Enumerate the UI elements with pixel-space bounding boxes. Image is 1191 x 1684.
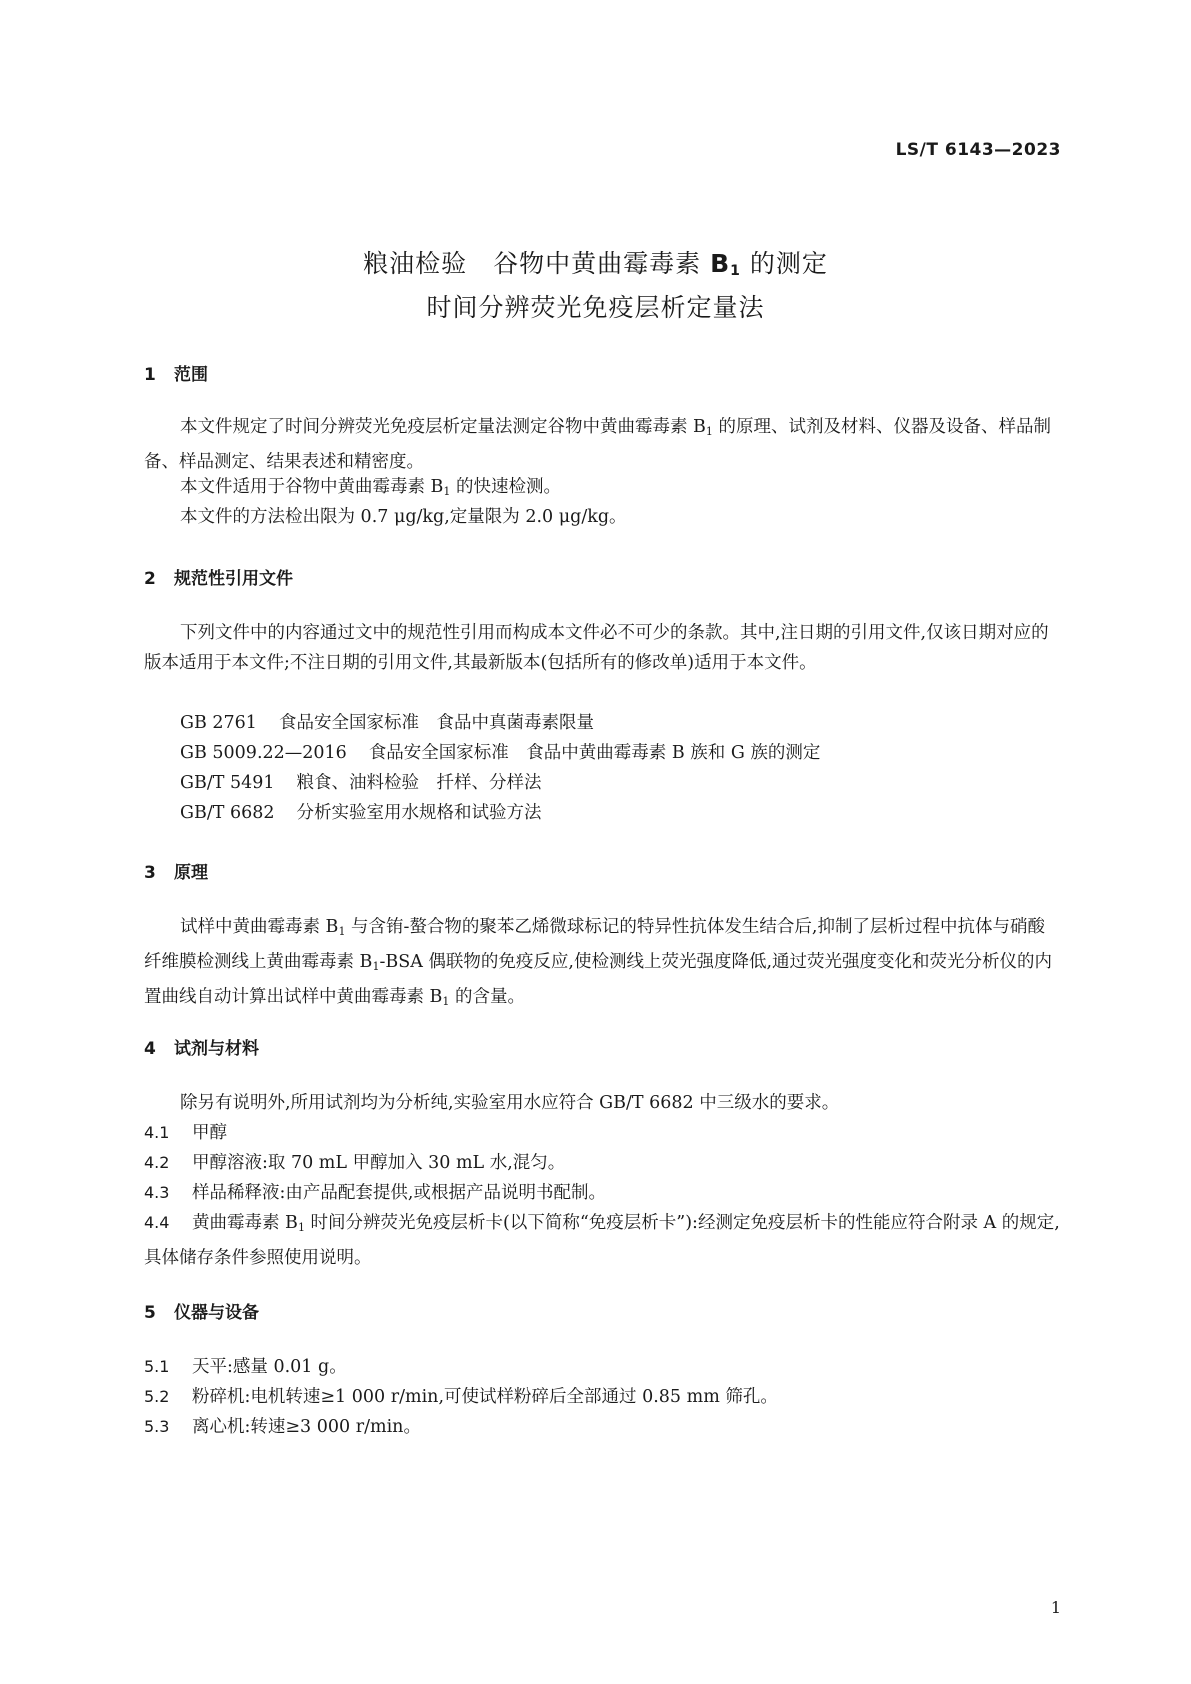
reagent-item: 4.1 甲醇	[144, 1123, 227, 1143]
section-1-heading: 1 范围	[144, 365, 208, 385]
reagent-item: 4.4 黄曲霉毒素 $B_1$ 时间分辨荧光免疫层析卡(以下简称“免疫层析卡”):经测定免疫层析卡的性能应符合附录 A 的规定,具体储存条件参照使用说明。	[144, 1213, 1060, 1268]
reagent-item: 4.2 甲醇溶液:取 70 mL 甲醇加入 30 mL 水,混匀。	[144, 1153, 566, 1173]
section-1-paragraph-3: 本文件的方法检出限为 0.7 μg/kg,定量限为 2.0 μg/kg。	[180, 507, 627, 527]
standard-code: LS/T 6143—2023	[895, 140, 1061, 160]
document-title-line1: 粮油检验 谷物中黄曲霉毒素 $B_1$ 的测定	[363, 249, 828, 279]
equipment-item: 5.3 离心机:转速≥3 000 r/min。	[144, 1417, 421, 1437]
section-4-heading: 4 试剂与材料	[144, 1039, 259, 1059]
reference-item: GB 5009.22—2016 食品安全国家标准 食品中黄曲霉毒素 B 族和 G 族的测定	[180, 743, 821, 763]
section-3-heading: 3 原理	[144, 863, 208, 883]
section-1-paragraph-2: 本文件适用于谷物中黄曲霉毒素 $B_1$ 的快速检测。	[180, 477, 561, 498]
reagent-item: 4.3 样品稀释液:由产品配套提供,或根据产品说明书配制。	[144, 1183, 606, 1203]
section-4-intro: 除另有说明外,所用试剂均为分析纯,实验室用水应符合 GB/T 6682 中三级水的要求。	[180, 1093, 840, 1113]
reference-item: GB/T 5491 粮食、油料检验 扦样、分样法	[180, 773, 542, 793]
section-1-paragraph-1: 本文件规定了时间分辨荧光免疫层析定量法测定谷物中黄曲霉毒素 $B_1$ 的原理、试剂及材料、仪器及设备、样品制备、样品测定、结果表述和精密度。	[144, 417, 1051, 472]
equipment-item: 5.2 粉碎机:电机转速≥1 000 r/min,可使试样粉碎后全部通过 0.85 mm 筛孔。	[144, 1387, 778, 1407]
page-number: 1	[1050, 1598, 1061, 1617]
section-2-paragraph: 下列文件中的内容通过文中的规范性引用而构成本文件必不可少的条款。其中,注日期的引用文件,仅该日期对应的版本适用于本文件;不注日期的引用文件,其最新版本(包括所有的修改单)适用于本文件。	[144, 623, 1049, 673]
section-2-heading: 2 规范性引用文件	[144, 569, 293, 589]
reference-item: GB/T 6682 分析实验室用水规格和试验方法	[180, 803, 542, 823]
document-title-line2: 时间分辨荧光免疫层析定量法	[426, 293, 765, 322]
equipment-item: 5.1 天平:感量 0.01 g。	[144, 1357, 347, 1377]
section-5-heading: 5 仪器与设备	[144, 1303, 259, 1323]
reference-item: GB 2761 食品安全国家标准 食品中真菌毒素限量	[180, 713, 594, 733]
section-3-paragraph: 试样中黄曲霉毒素 $B_1$ 与含铕-螯合物的聚苯乙烯微球标记的特异性抗体发生结合后,抑制了层析过程中抗体与硝酸纤维膜检测线上黄曲霉毒素 $B_1$-BSA 偶联物的免疫反应,使检测线上荧光强度降低,通过荧光强度变化和荧光分析仪的内置曲线自动计算出试样中黄曲霉毒素 $B_1$ 的含量。	[144, 917, 1053, 1008]
